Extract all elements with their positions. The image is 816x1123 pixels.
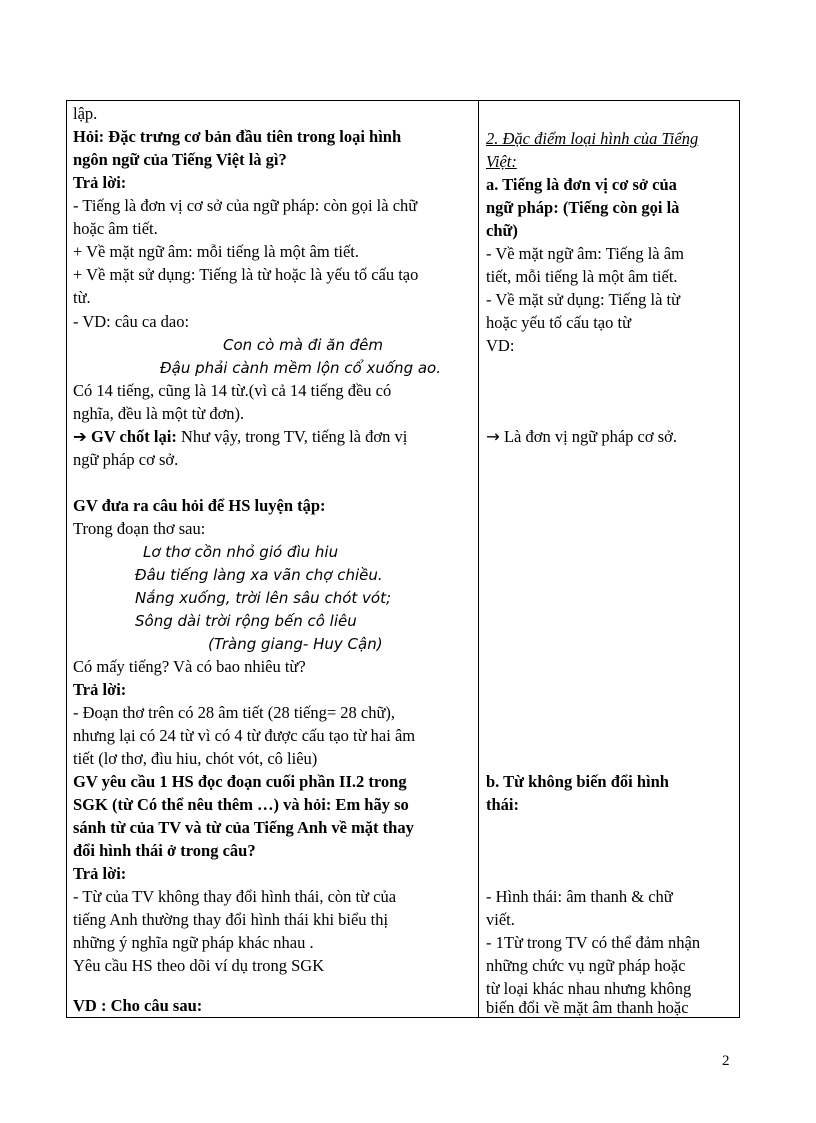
question-1-line-1: Hỏi: Đặc trưng cơ bản đầu tiên trong loại hình bbox=[73, 127, 402, 146]
answer-3-line: tiếng Anh thường thay đổi hình thái khi biểu thị bbox=[73, 910, 389, 929]
b-line: những chức vụ ngữ pháp hoặc bbox=[486, 956, 686, 975]
b-heading-line: b. Từ không biến đổi hình bbox=[486, 772, 669, 791]
conclusion-line bbox=[73, 426, 407, 448]
content-table bbox=[66, 100, 740, 1018]
arrow-line bbox=[486, 426, 677, 448]
arrow-text: Là đơn vị ngữ pháp cơ sở. bbox=[499, 427, 678, 446]
proverb-line-1: Con cò mà đi ăn đêm bbox=[223, 336, 383, 354]
a-heading-line: chữ) bbox=[486, 221, 518, 240]
answer-1-line: + Về mặt sử dụng: Tiếng là từ hoặc là yếu tố cấu tạo bbox=[73, 265, 419, 284]
a-heading-line: ngữ pháp: (Tiếng còn gọi là bbox=[486, 198, 680, 217]
section-title-line-2: Việt: bbox=[486, 152, 517, 171]
a-line: hoặc yếu tố cấu tạo từ bbox=[486, 313, 632, 332]
b-line: viết. bbox=[486, 910, 515, 929]
poem-source: (Tràng giang- Huy Cận) bbox=[208, 635, 383, 653]
a-line: VD: bbox=[486, 336, 515, 355]
poem-line: Sông dài trời rộng bến cô liêu bbox=[135, 612, 357, 630]
answer-1-line: hoặc âm tiết. bbox=[73, 219, 158, 238]
arrow-right-icon: ➔ bbox=[73, 427, 87, 446]
question-3-line: SGK (từ Có thể nêu thêm …) và hỏi: Em hãy so bbox=[73, 795, 409, 814]
a-line: tiết, mỗi tiếng là một âm tiết. bbox=[486, 267, 678, 286]
intro-tail: lập. bbox=[73, 104, 98, 123]
a-heading-line: a. Tiếng là đơn vị cơ sở của bbox=[486, 175, 677, 194]
poem-line: Lơ thơ cồn nhỏ gió đìu hiu bbox=[143, 543, 339, 561]
answer-3-line: - Từ của TV không thay đổi hình thái, còn từ của bbox=[73, 887, 397, 906]
poem-line: Nắng xuống, trời lên sâu chót vót; bbox=[135, 589, 392, 607]
answer-2-line: tiết (lơ thơ, đìu hiu, chót vót, cô liêu) bbox=[73, 749, 318, 768]
answer-3-line: những ý nghĩa ngữ pháp khác nhau . bbox=[73, 933, 314, 952]
practice-intro: Trong đoạn thơ sau: bbox=[73, 519, 206, 538]
page-number: 2 bbox=[722, 1053, 730, 1069]
arrow-right-icon: → bbox=[486, 427, 500, 446]
answer-1-line: - VD: câu ca dao: bbox=[73, 312, 190, 331]
a-line: - Về mặt sử dụng: Tiếng là từ bbox=[486, 290, 681, 309]
answer-2-line: - Đoạn thơ trên có 28 âm tiết (28 tiếng= 28 chữ), bbox=[73, 703, 396, 722]
left-column bbox=[67, 101, 479, 1017]
poem-line: Đâu tiếng làng xa vãn chợ chiều. bbox=[135, 566, 383, 584]
section-title-line-1: 2. Đặc điểm loại hình của Tiếng bbox=[486, 129, 699, 148]
b-line: - Hình thái: âm thanh & chữ bbox=[486, 887, 673, 906]
answer-2-line: nhưng lại có 24 từ vì có 4 từ được cấu tạo từ hai âm bbox=[73, 726, 416, 745]
b-line: từ loại khác nhau nhưng không bbox=[486, 979, 692, 998]
answer-3-line: Yêu cầu HS theo dõi ví dụ trong SGK bbox=[73, 956, 325, 975]
b-heading-line: thái: bbox=[486, 795, 519, 814]
conclusion-text: Như vậy, trong TV, tiếng là đơn vị bbox=[176, 427, 408, 446]
answer-1-line: - Tiếng là đơn vị cơ sở của ngữ pháp: còn gọi là chữ bbox=[73, 196, 418, 215]
conclusion-line-2: ngữ pháp cơ sở. bbox=[73, 450, 179, 469]
conclusion-label-text: GV chốt lại: bbox=[90, 427, 177, 446]
count-line-1: Có 14 tiếng, cũng là 14 từ.(vì cả 14 tiếng đều có bbox=[73, 381, 392, 400]
answer-1-label: Trả lời: bbox=[73, 173, 127, 192]
answer-3-label: Trả lời: bbox=[73, 864, 127, 883]
b-line: biến đổi về mặt âm thanh hoặc bbox=[486, 998, 689, 1017]
answer-1-line: từ. bbox=[73, 288, 91, 307]
a-line: - Về mặt ngữ âm: Tiếng là âm bbox=[486, 244, 684, 263]
question-3-line: GV yêu cầu 1 HS đọc đoạn cuối phần II.2 trong bbox=[73, 772, 407, 791]
question-3-line: đổi hình thái ở trong câu? bbox=[73, 841, 256, 860]
b-line: - 1Từ trong TV có thể đảm nhận bbox=[486, 933, 701, 952]
count-line-2: nghĩa, đều là một từ đơn). bbox=[73, 404, 245, 423]
answer-2-label: Trả lời: bbox=[73, 680, 127, 699]
practice-question: Có mấy tiếng? Và có bao nhiêu từ? bbox=[73, 657, 306, 676]
practice-heading: GV đưa ra câu hỏi để HS luyện tập: bbox=[73, 496, 326, 515]
question-1-line-2: ngôn ngữ của Tiếng Việt là gì? bbox=[73, 150, 287, 169]
answer-1-line: + Về mặt ngữ âm: mỗi tiếng là một âm tiết. bbox=[73, 242, 360, 261]
proverb-line-2: Đậu phải cành mềm lộn cổ xuống ao. bbox=[160, 359, 441, 377]
example-heading: VD : Cho câu sau: bbox=[73, 996, 203, 1015]
question-3-line: sánh từ của TV và từ của Tiếng Anh về mặt thay bbox=[73, 818, 414, 837]
right-column bbox=[479, 101, 739, 1017]
